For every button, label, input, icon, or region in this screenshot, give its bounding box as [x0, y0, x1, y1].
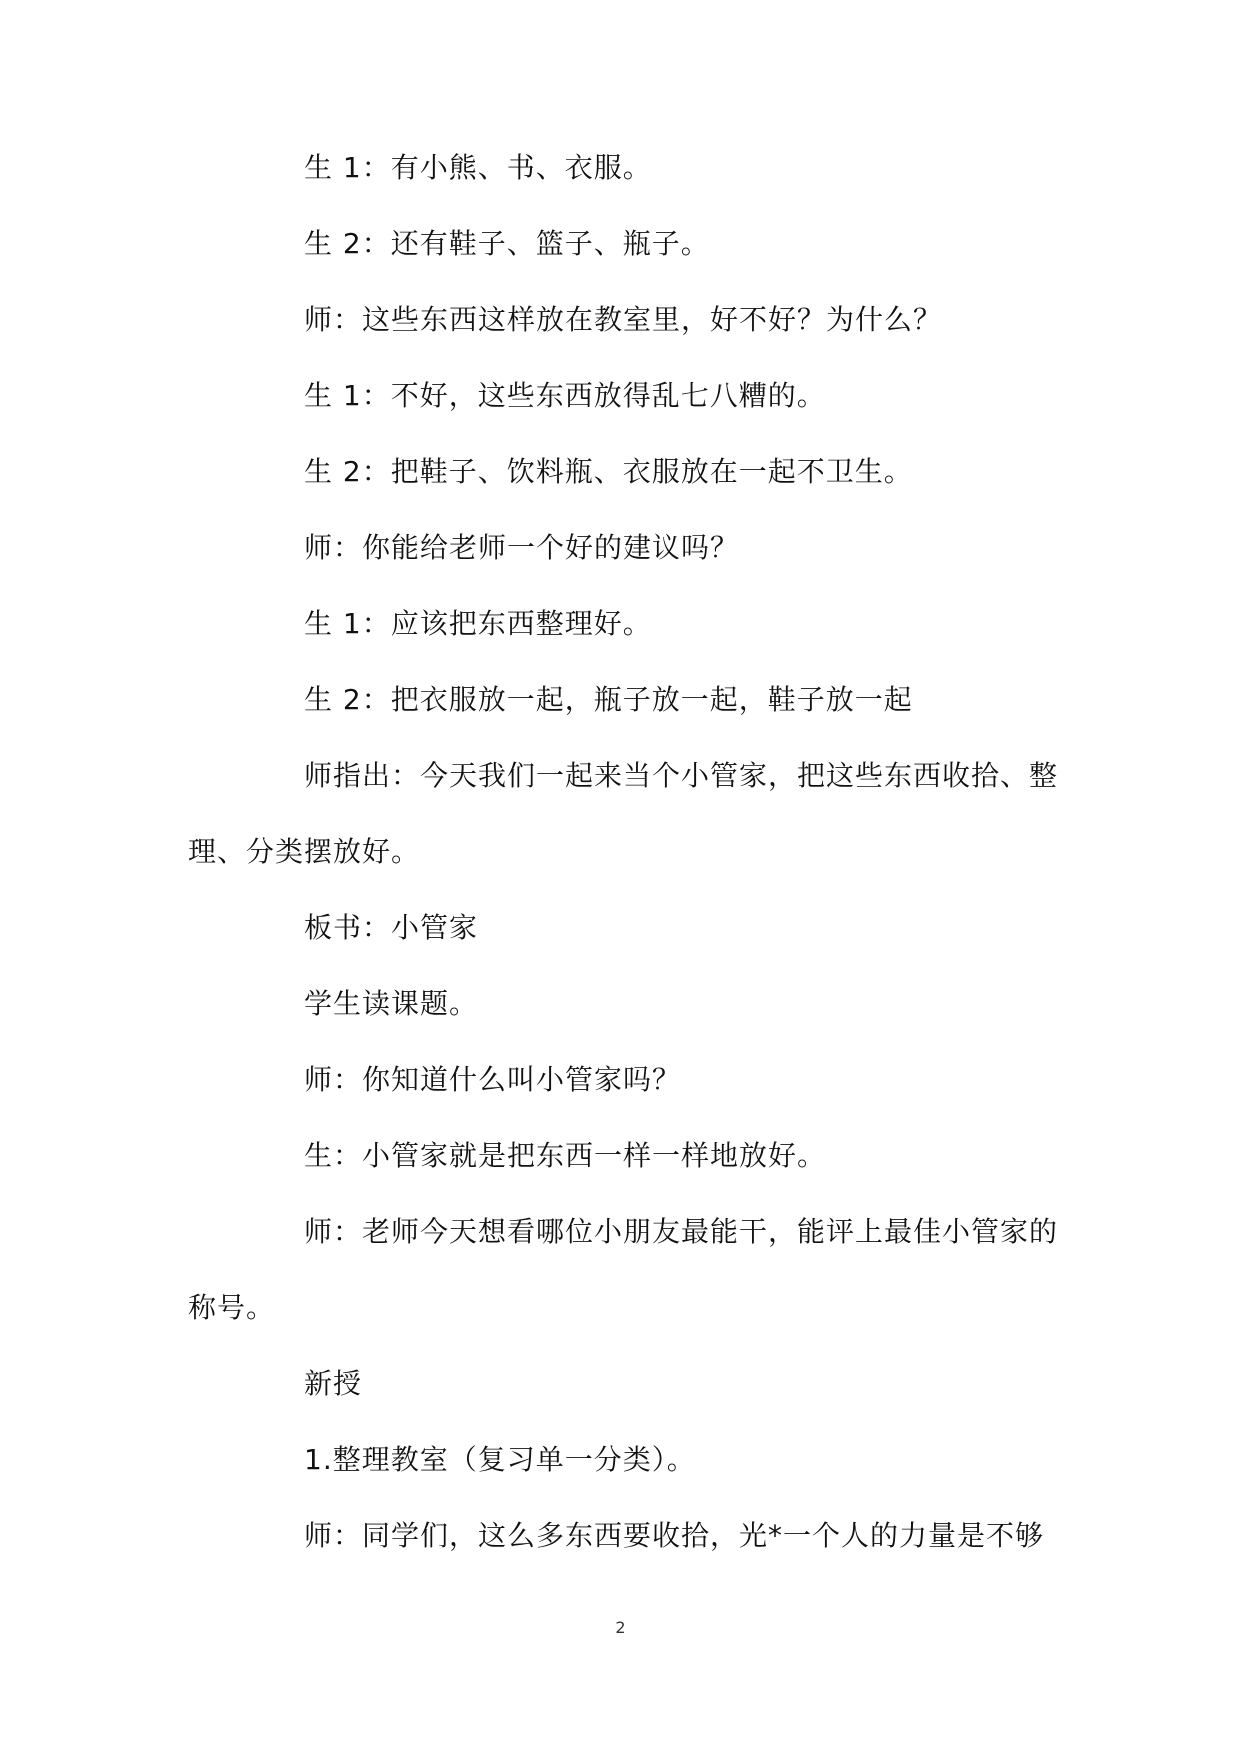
paragraph-7: 生 1：应该把东西整理好。: [304, 607, 652, 640]
paragraph-1: 生 1：有小熊、书、衣服。: [304, 151, 652, 184]
paragraph-12: 师：你知道什么叫小管家吗？: [304, 1063, 682, 1096]
paragraph-5: 生 2：把鞋子、饮料瓶、衣服放在一起不卫生。: [304, 455, 913, 488]
paragraph-10: 板书：小管家: [304, 911, 479, 944]
paragraph-9: 师指出：今天我们一起来当个小管家，把这些东西收拾、整理、分类摆放好。: [188, 759, 1059, 868]
page-number: 2: [615, 1618, 626, 1637]
paragraph-11: 学生读课题。: [304, 987, 479, 1020]
paragraph-13: 生：小管家就是把东西一样一样地放好。: [304, 1139, 827, 1172]
paragraph-8: 生 2：把衣服放一起，瓶子放一起，鞋子放一起: [304, 683, 913, 716]
paragraph-2: 生 2：还有鞋子、篮子、瓶子。: [304, 227, 710, 260]
section-heading-xinshou: 新授: [304, 1367, 363, 1400]
paragraph-16: 师：同学们，这么多东西要收拾，光*一个人的力量是不够: [304, 1519, 1045, 1552]
paragraph-15: 1.整理教室（复习单一分类）。: [304, 1443, 696, 1476]
paragraph-14: 师：老师今天想看哪位小朋友最能干，能评上最佳小管家的称号。: [188, 1215, 1059, 1324]
paragraph-4: 生 1：不好，这些东西放得乱七八糟的。: [304, 379, 826, 412]
paragraph-6: 师：你能给老师一个好的建议吗？: [304, 531, 740, 564]
paragraph-3: 师：这些东西这样放在教室里，好不好？为什么？: [304, 303, 943, 336]
